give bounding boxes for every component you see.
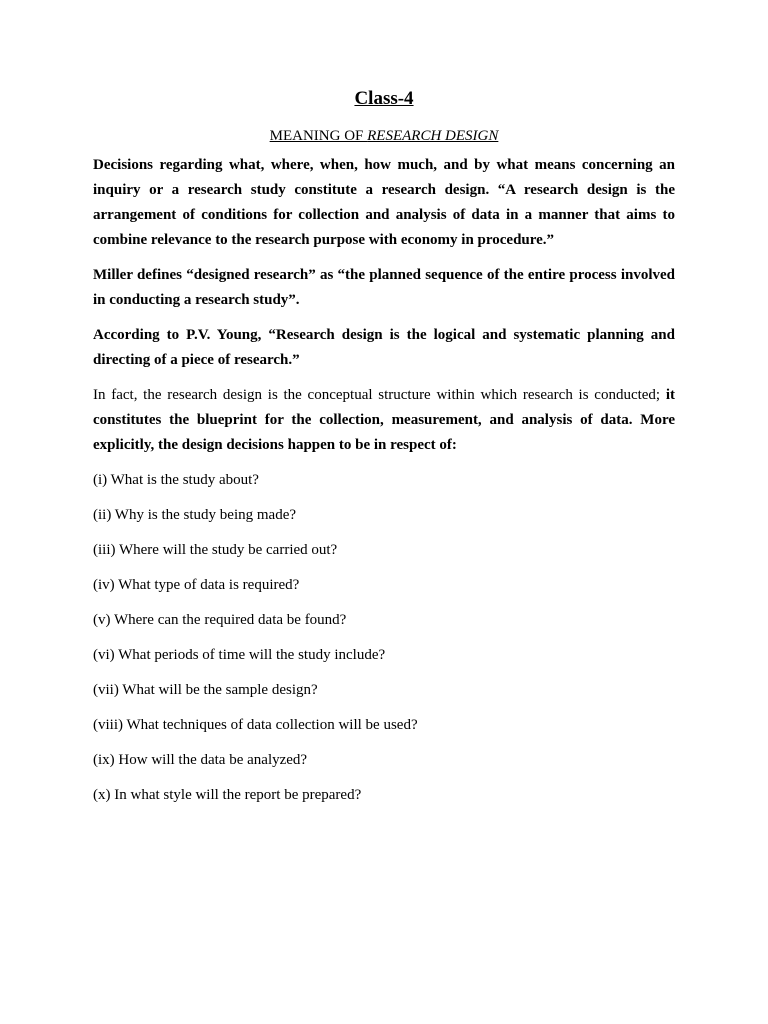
list-item: (iii) Where will the study be carried out?: [93, 542, 338, 558]
section-heading-emphasis: RESEARCH DESIGN: [367, 128, 499, 144]
list-item: (ii) Why is the study being made?: [93, 507, 297, 523]
list-item: (x) In what style will the report be prepared?: [93, 787, 362, 803]
paragraph-miller: Miller defines “designed research” as “the planned sequence of the entire process involved in conducting a research study”.: [93, 267, 675, 308]
page-title: Class-4: [354, 88, 414, 109]
list-item: (vi) What periods of time will the study include?: [93, 647, 386, 663]
list-item: (ix) How will the data be analyzed?: [93, 752, 308, 768]
paragraph-definition: Decisions regarding what, where, when, how much, and by what means concerning an inquiry or a research study constitute a research design. “A research design is the arrangement of conditions for collection and analysis of data in a manner that aims to combine relevance to the research purpose with economy in procedure.”: [93, 157, 675, 248]
list-item: (i) What is the study about?: [93, 472, 259, 488]
list-item: (iv) What type of data is required?: [93, 577, 300, 593]
paragraph-conceptual-structure-normal: In fact, the research design is the conceptual structure within which research is conducted;: [93, 387, 666, 403]
design-questions-list: [93, 468, 675, 808]
paragraph-conceptual-structure: [93, 383, 675, 458]
list-item: (v) Where can the required data be found?: [93, 612, 347, 628]
list-item: (viii) What techniques of data collection will be used?: [93, 717, 418, 733]
section-heading: [93, 126, 675, 146]
section-heading-prefix: MEANING OF: [269, 128, 368, 144]
list-item: (vii) What will be the sample design?: [93, 682, 318, 698]
paragraph-young: According to P.V. Young, “Research design is the logical and systematic planning and directing of a piece of research.”: [93, 327, 675, 368]
paragraph-conceptual-structure-bold: it constitutes the blueprint for the collection, measurement, and analysis of data. More explicitly, the design decisions happen to be in respect of:: [93, 387, 675, 453]
